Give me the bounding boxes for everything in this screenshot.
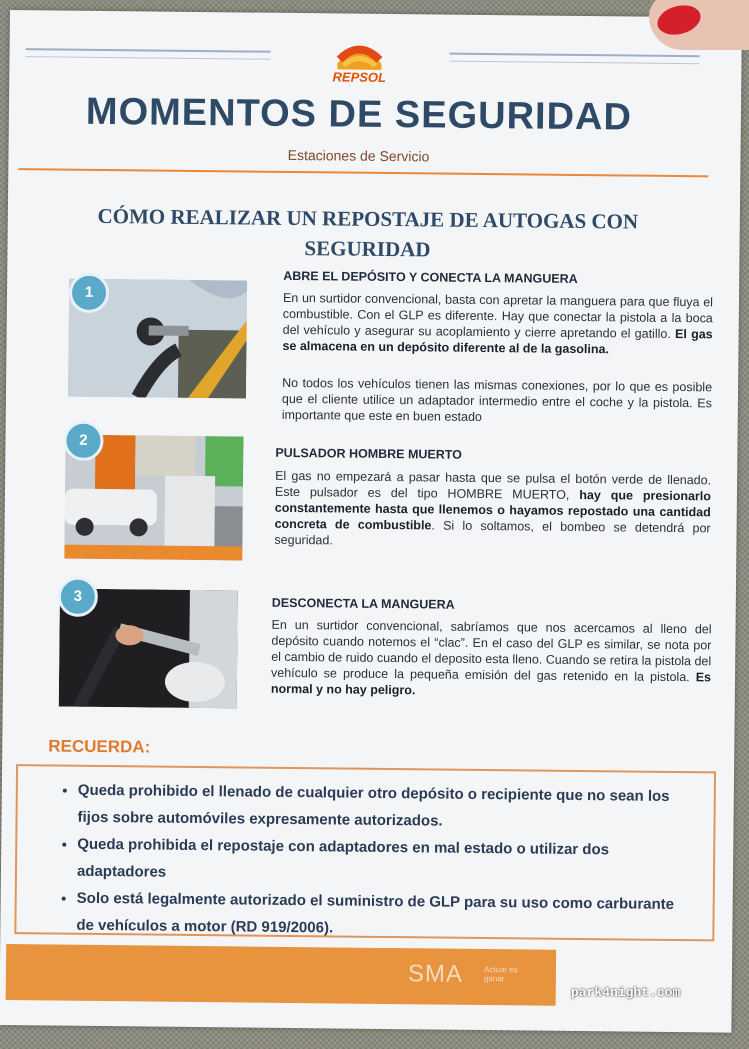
step-1-badge: 1 [69,273,109,313]
watermark: park4night.com [571,985,681,1000]
safety-flyer-page [0,10,742,1033]
step-2-badge: 2 [63,421,103,461]
footer-band [6,944,557,1006]
step-2-text-plain-a: El gas no empezará a pasar hasta que se pulsa el botón verde de llenado. Este pulsador es del tipo HOMBRE MUERTO, [274,468,712,502]
step-1-text-bold: El gas se almacena en un depósito diferente al de la gasolina. [282,326,713,357]
footer-sma-logo: SMA [407,960,464,988]
step-3-text [271,617,712,702]
step-1-text-plain: En un surtidor convencional, basta con apretar la manguera para que fluya el combustible. Con el GLP es diferente. Hay que conectar la pistola a la boca del vehículo y asegurar su acoplamiento y cierre apretando el gatillo. [282,290,714,341]
step-1-text [282,290,713,358]
recuerda-list [16,766,714,945]
divider [18,168,708,177]
brand-logo-text: REPSOL [332,69,387,85]
step-3-badge: 3 [58,577,98,617]
step-1-heading: ABRE EL DEPÓSITO Y CONECTA LA MANGUERA [283,268,578,286]
step-2-text-plain-b: . Si lo soltamos, el bombeo se detendrá por seguridad. [274,518,711,548]
step-2-heading: PULSADOR HOMBRE MUERTO [275,445,463,462]
header-decorative-line-right [449,53,699,65]
step-2-text [274,468,711,553]
step-3-heading: DESCONECTA LA MANGUERA [271,595,455,612]
step-3-text-bold: Es normal y no hay peligro. [270,670,712,698]
recuerda-item: • Queda prohibido el llenado de cualquier otro depósito o recipiente que no sean los fijos sobre automóviles expresamente autorizados. [77,777,694,837]
section-title: CÓMO REALIZAR UN REPOSTAJE DE AUTOGAS CON SEGURIDAD [97,203,639,262]
page-subtitle: Estaciones de Servicio [287,146,430,165]
header-decorative-line-left [26,48,271,60]
recuerda-box [14,764,716,941]
recuerda-heading: RECUERDA: [48,736,151,757]
step-3-text-plain: En un surtidor convencional, sabríamos que nos acercamos al lleno del depósito cuando notemos el “clac”. En el caso del GLP es similar, se nota por el cambio de ruido cuando el deposito esta lleno. Cuando se retira la pistola del vehículo se produce la pequeña emisión del gas retenido en la pistola. [271,617,712,685]
recuerda-item: • Queda prohibida el repostaje con adaptadores en mal estado o utilizar dos adaptadores [77,831,694,891]
step-2-text-bold: hay que presionarlo constantemente hasta que llenemos o hayamos repostado una cantidad concreta de combustible [274,487,712,533]
page-title: MOMENTOS DE SEGURIDAD [85,90,633,139]
footer-tagline: Actuar es ganar [483,965,518,984]
recuerda-item: • Solo está legalmente autorizado el suministro de GLP para su uso como carburante de vehículos a motor (RD 919/2006). [76,885,693,945]
step-1-text-2: No todos los vehículos tienen las mismas conexiones, por lo que es posible que el cliente utilice un adaptador intermedio entre el coche y la pistola. Es importante que este en buen estado [281,375,713,424]
